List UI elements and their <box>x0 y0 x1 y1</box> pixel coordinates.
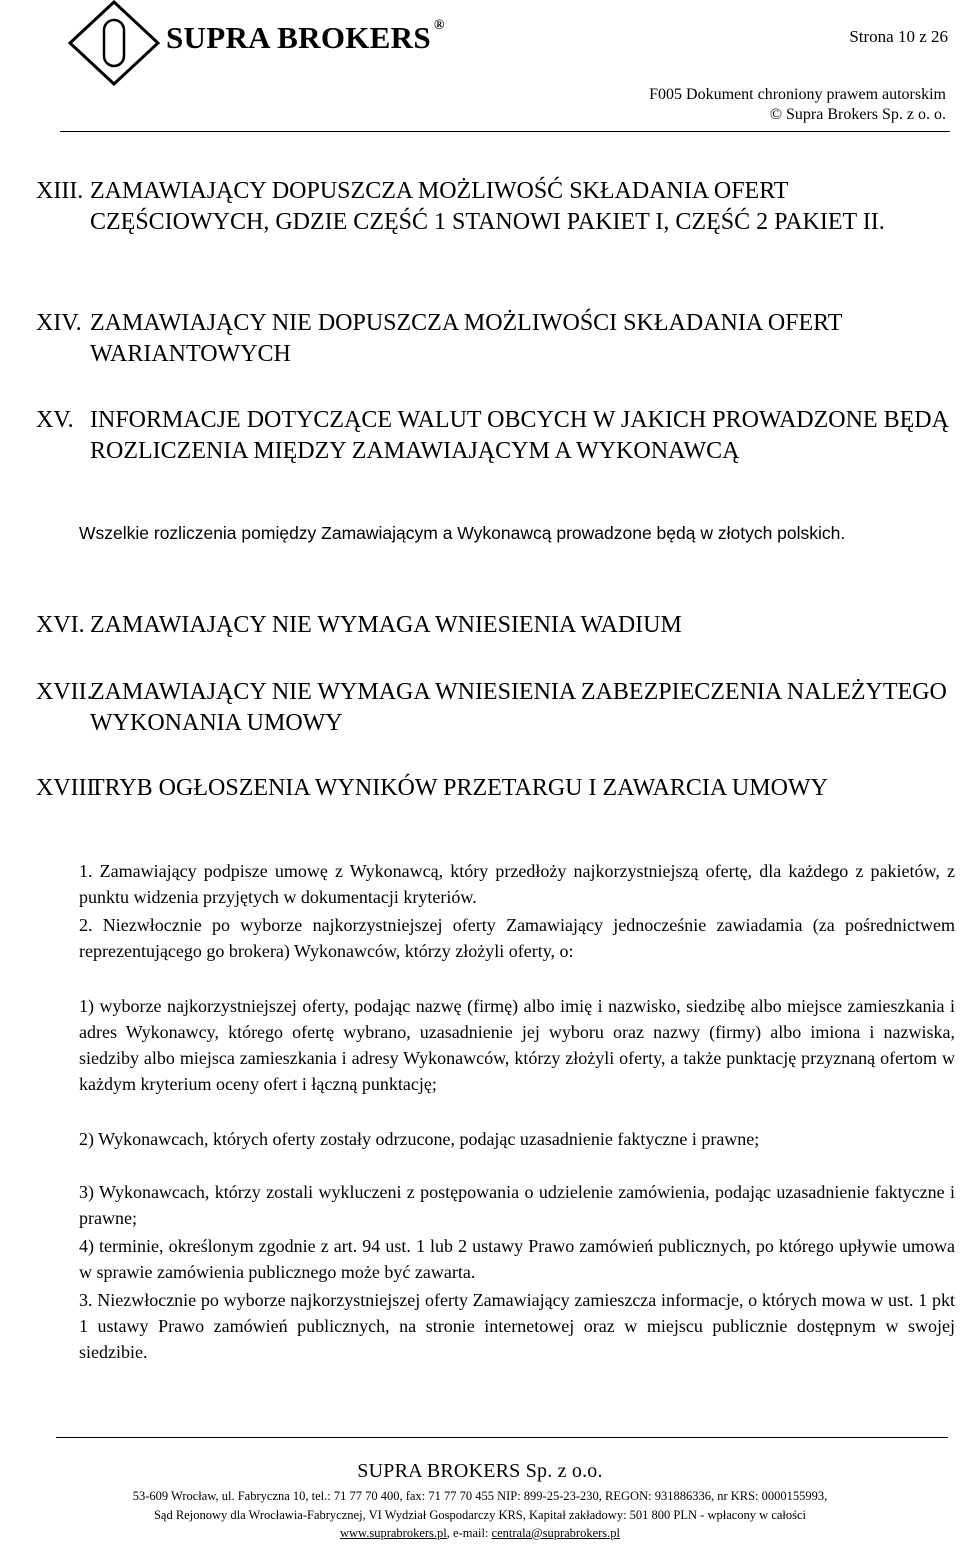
list-item-2: 2) Wykonawcach, których oferty zostały odrzucone, podając uzasadnienie faktyczne i prawne; <box>79 1129 760 1149</box>
email-label: , e-mail: <box>446 1526 492 1540</box>
section-title: ZAMAWIAJĄCY DOPUSZCZA MOŻLIWOŚĆ SKŁADANIA OFERT CZĘŚCIOWYCH, GDZIE CZĘŚĆ 1 STANOWI PAKIET I, CZĘŚĆ 2 PAKIET II. <box>90 178 885 235</box>
paragraph-2: 2. Niezwłocznie po wyborze najkorzystniejszej oferty Zamawiający jednocześnie zawiadamia (za pośrednictwem reprezentującego go brokera) Wykonawców, którzy złożyli oferty, o: <box>79 915 955 961</box>
footer-court: Sąd Rejonowy dla Wrocławia-Fabrycznej, VI Wydział Gospodarczy KRS, Kapitał zakładowy: 501 800 PLN - wpłacony w całości <box>153 1508 807 1522</box>
header-divider <box>60 131 950 132</box>
supra-brokers-logo <box>66 0 162 86</box>
brand-name: SUPRA BROKERS ® <box>166 18 445 55</box>
footer-address: 53-609 Wrocław, ul. Fabryczna 10, tel.: 71 77 70 400, fax: 71 77 70 455 NIP: 899-25-23-230, REGON: 931886336, nr KRS: 0000155993, <box>132 1489 828 1503</box>
footer-company: SUPRA BROKERS Sp. z o.o. <box>357 1460 603 1482</box>
footer-contact <box>0 1526 960 1541</box>
page-number: Strona 10 z 26 <box>849 27 948 46</box>
section-number: XVIII. <box>36 775 101 801</box>
section-title: TRYB OGŁOSZENIA WYNIKÓW PRZETARGU I ZAWARCIA UMOWY <box>90 775 828 801</box>
section-number: XVII. <box>36 679 93 705</box>
section-xv-body: Wszelkie rozliczenia pomiędzy Zamawiającym a Wykonawcą prowadzone będą w złotych polskich. <box>79 523 846 543</box>
section-number: XV. <box>36 407 74 433</box>
footer-divider <box>56 1437 948 1438</box>
section-title: ZAMAWIAJĄCY NIE DOPUSZCZA MOŻLIWOŚCI SKŁADANIA OFERT WARIANTOWYCH <box>90 310 842 367</box>
section-number: XVI. <box>36 612 85 638</box>
email-link[interactable]: centrala@suprabrokers.pl <box>491 1526 621 1540</box>
section-title: INFORMACJE DOTYCZĄCE WALUT OBCYCH W JAKICH PROWADZONE BĘDĄ ROZLICZENIA MIĘDZY ZAMAWIAJĄCYM A WYKONAWCĄ <box>90 407 949 464</box>
list-item-1: 1) wyborze najkorzystniejszej oferty, podając nazwę (firmę) albo imię i nazwisko, siedzibę albo miejsce zamieszkania i adres Wykonawcy, którego ofertę wybrano, uzasadnienie jej wyboru oraz nazwy (firmy) albo imiona i nazwiska, siedziby albo miejsca zamieszkania i adresy Wykonawców, którzy złożyli oferty, a także punktację przyznaną ofertom w każdym kryterium oceny ofert i łączną punktację; <box>79 996 955 1094</box>
document-note <box>649 85 946 125</box>
section-number: XIV. <box>36 310 82 336</box>
registered-mark: ® <box>433 18 445 33</box>
section-title: ZAMAWIAJĄCY NIE WYMAGA WNIESIENIA ZABEZPIECZENIA NALEŻYTEGO WYKONANIA UMOWY <box>90 679 947 736</box>
section-number: XIII. <box>36 178 84 204</box>
website-link[interactable]: www.suprabrokers.pl <box>339 1526 447 1540</box>
list-item-4: 4) terminie, określonym zgodnie z art. 94 ust. 1 lub 2 ustawy Prawo zamówień publicznych, po którego upływie umowa w sprawie zamówienia publicznego może być zawarta. <box>79 1236 955 1282</box>
paragraph-1: 1. Zamawiający podpisze umowę z Wykonawcą, który przedłoży najkorzystniejszą ofertę, dla każdego z pakietów, z punktu widzenia przyjętych w dokumentacji kryteriów. <box>79 861 955 907</box>
copyright-notice: © Supra Brokers Sp. z o. o. <box>769 106 946 123</box>
list-item-3: 3) Wykonawcach, którzy zostali wykluczeni z postępowania o udzielenie zamówienia, podając uzasadnienie faktyczne i prawne; <box>79 1182 955 1228</box>
paragraph-3: 3. Niezwłocznie po wyborze najkorzystniejszej oferty Zamawiający zamieszcza informacje, o których mowa w ust. 1 pkt 1 ustawy Prawo zamówień publicznych, na stronie internetowej oraz w miejscu publicznie dostępnym w swojej siedzibie. <box>79 1290 955 1362</box>
document-code: F005 Dokument chroniony prawem autorskim <box>649 86 946 103</box>
section-title: ZAMAWIAJĄCY NIE WYMAGA WNIESIENIA WADIUM <box>90 612 682 638</box>
